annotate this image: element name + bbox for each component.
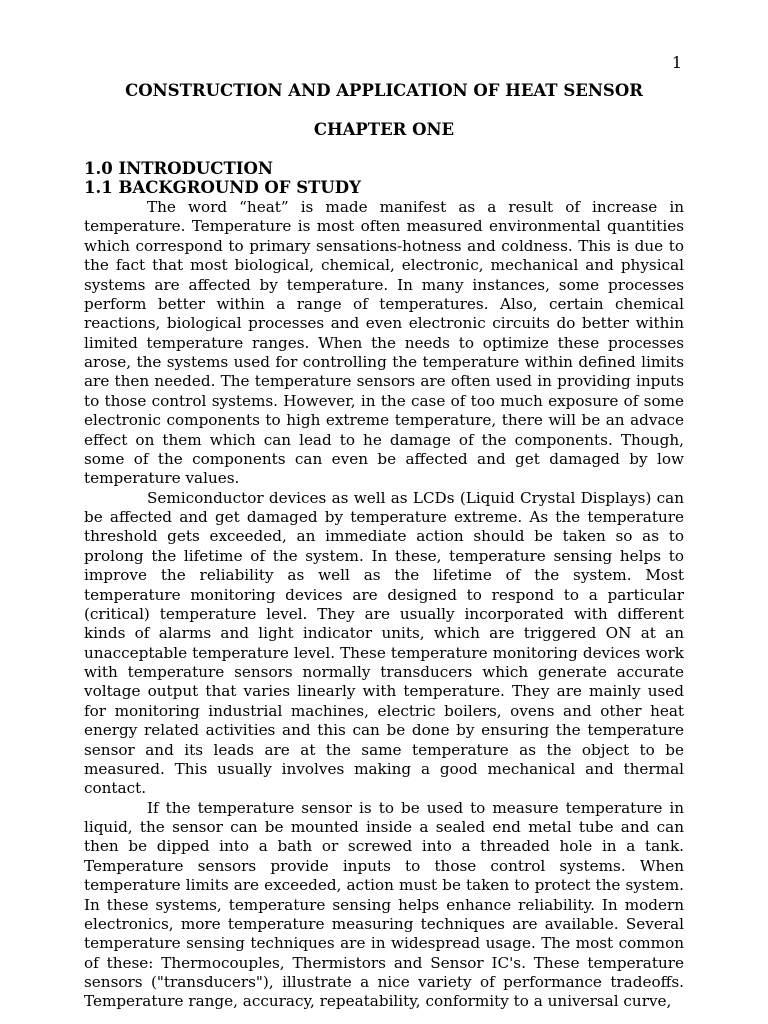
paragraph: If the temperature sensor is to be used to measure temperature in liquid, the sensor can be mounted inside a sealed end metal tube and can then be dipped into a bath or screwed into a threaded hole in a tank. Temperature sensors provide inputs to those control systems. When temperature limits are exceeded, action must be taken to protect the system. In these systems, temperature sensing helps enhance reliability. In modern electronics, more temperature measuring techniques are available. Several temperature sensing techniques are in widespread usage. The most common of these: Thermocouples, Thermistors and Sensor IC's. These temperature sensors ("transducers"), illustrate a nice variety of performance tradeoffs. Temperature range, accuracy, repeatability, conformity to a universal curve, — [84, 798, 684, 1011]
document-title: CONSTRUCTION AND APPLICATION OF HEAT SENSOR — [125, 81, 643, 100]
section-heading-background: 1.1 BACKGROUND OF STUDY — [84, 178, 361, 197]
paragraph: Semiconductor devices as well as LCDs (Liquid Crystal Displays) can be affected and get damaged by temperature extreme. As the temperature threshold gets exceeded, an immediate action should be taken so as to prolong the lifetime of the system. In these, temperature sensing helps to improve the reliability as well as the lifetime of the system. Most temperature monitoring devices are designed to respond to a particular (critical) temperature level. They are usually incorporated with different kinds of alarms and light indicator units, which are triggered ON at an unacceptable temperature level. These temperature monitoring devices work with temperature sensors normally transducers which generate accurate voltage output that varies linearly with temperature. They are mainly used for monitoring industrial machines, electric boilers, ovens and other heat energy related activities and this can be done by ensuring the temperature sensor and its leads are at the same temperature as the object to be measured. This usually involves making a good mechanical and thermal contact. — [84, 488, 684, 798]
paragraph: The word “heat” is made manifest as a result of increase in temperature. Temperature is most often measured environmental quantities which correspond to primary sensations-hotness and coldness. This is due to the fact that most biological, chemical, electronic, mechanical and physical systems are affected by temperature. In many instances, some processes perform better within a range of temperatures. Also, certain chemical reactions, biological processes and even electronic circuits do better within limited temperature ranges. When the needs to optimize these processes arose, the systems used for controlling the temperature within defined limits are then needed. The temperature sensors are often used in providing inputs to those control systems. However, in the case of too much exposure of some electronic components to high extreme temperature, there will be an advace effect on them which can lead to he damage of the components. Though, some of the components can even be affected and get damaged by low temperature values. — [84, 198, 684, 488]
section-heading-introduction: 1.0 INTRODUCTION — [84, 159, 273, 178]
body-text — [84, 198, 684, 1012]
chapter-title: CHAPTER ONE — [313, 120, 455, 139]
page-number: 1 — [671, 53, 682, 72]
